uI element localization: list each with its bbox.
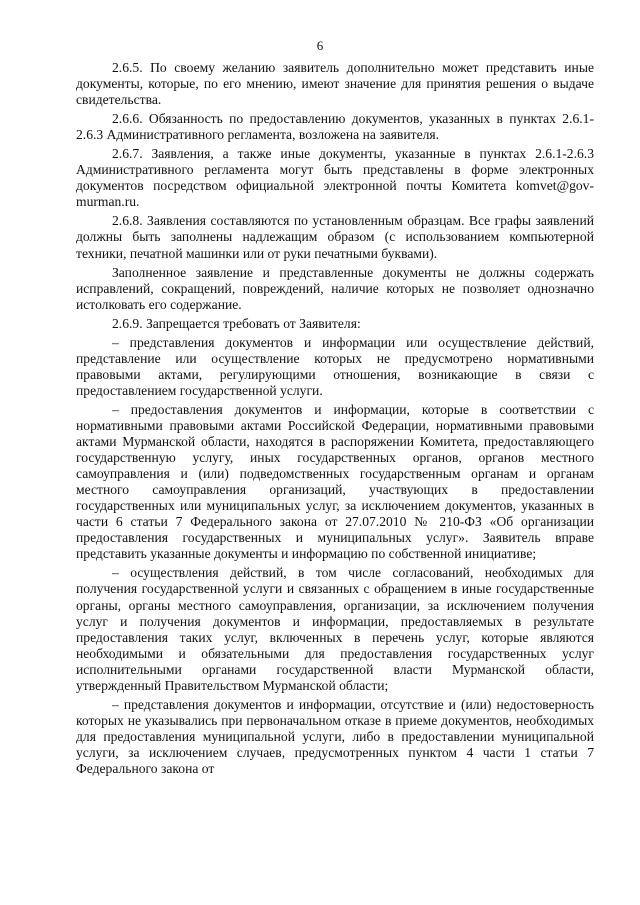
- list-item-prohibition-1: – представления документов и информации или осуществление действий, представление или осуществление которых не предусмотрено нормативными правовыми актами, регулирующими отношения, возникающие в связи с предоставлением государственной услуги.: [76, 334, 594, 398]
- list-item-prohibition-3: – осуществления действий, в том числе согласований, необходимых для получения государственной услуги и связанных с обращением в иные государственные органы, органы местного самоуправления, организации, за исключением получения услуг и получения документов и информации, предоставляемых в результате предоставления таких услуг, включенных в перечень услуг, которые являются необходимыми и обязательными для предоставления государственных услуг исполнительными органами государственной власти Мурманской области, утвержденный Правительством Мурманской области;: [76, 565, 594, 693]
- paragraph-2-6-9: 2.6.9. Запрещается требовать от Заявителя:: [112, 315, 361, 331]
- paragraph-2-6-6: 2.6.6. Обязанность по предоставлению документов, указанных в пунктах 2.6.1-2.6.3 Административного регламента, возложена на заявителя.: [76, 111, 594, 143]
- paragraph-2-6-8: 2.6.8. Заявления составляются по установленным образцам. Все графы заявлений должны быть заполнены надлежащим образом (с использованием компьютерной техники, печатной машинки или от руки печатными буквами).: [76, 213, 594, 261]
- document-body: [76, 60, 594, 780]
- page-number: 6: [316, 38, 324, 53]
- paragraph-2-6-7: 2.6.7. Заявления, а также иные документы, указанные в пунктах 2.6.1-2.6.3 Административного регламента могут быть представлены в форме электронных документов посредством официальной электронной почты Комитета komvet@gov-murman.ru.: [76, 146, 594, 210]
- list-item-prohibition-4: – представления документов и информации, отсутствие и (или) недостоверность которых не указывались при первоначальном отказе в приеме документов, необходимых для предоставления муниципальной услуги, либо в предоставлении муниципальной услуги, за исключением случаев, предусмотренных пунктом 4 части 1 статьи 7 Федерального закона от: [76, 696, 594, 776]
- paragraph-filled-application: Заполненное заявление и представленные документы не должны содержать исправлений, сокращений, повреждений, наличие которых не позволяет однозначно истолковать его содержание.: [76, 264, 594, 312]
- list-item-prohibition-2: – предоставления документов и информации, которые в соответствии с нормативными правовыми актами Российской Федерации, нормативными правовыми актами Мурманской области, находятся в распоряжении Комитета, предоставляющего государственную услугу, иных государственных органов, органов местного самоуправления и (или) подведомственных государственным органам и органам местного самоуправления организаций, участвующих в предоставлении государственных или муниципальных услуг, за исключением документов, указанных в части 6 статьи 7 Федерального закона от 27.07.2010 № 210-ФЗ «Об организации предоставления государственных и муниципальных услуг». Заявитель вправе представить указанные документы и информацию по собственной инициативе;: [76, 401, 594, 562]
- paragraph-2-6-5: 2.6.5. По своему желанию заявитель дополнительно может представить иные документы, которые, по его мнению, имеют значение для принятия решения о выдаче свидетельства.: [76, 60, 594, 108]
